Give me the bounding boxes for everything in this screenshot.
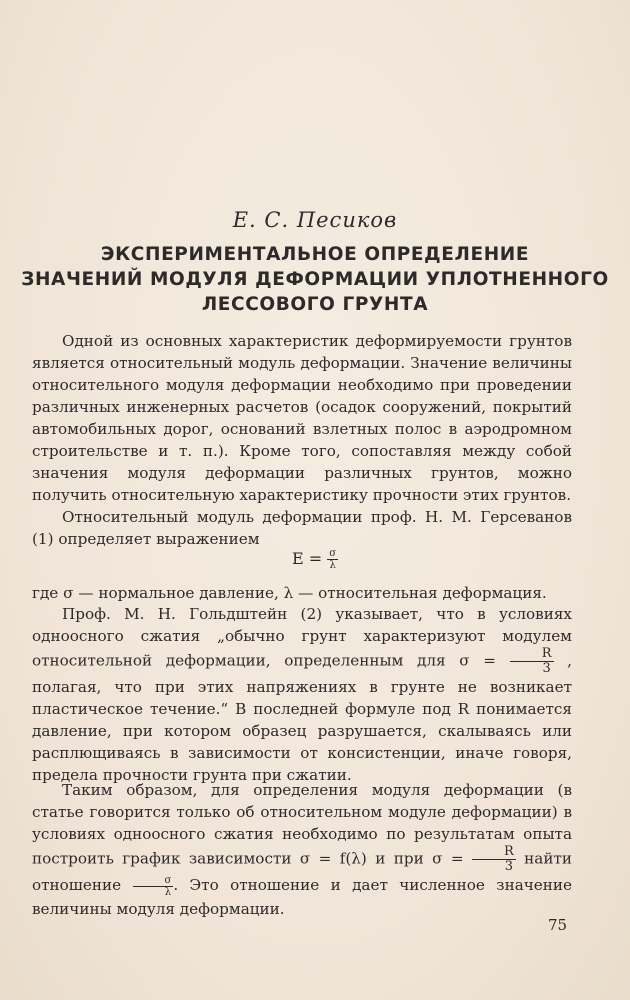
paragraph-4-after: , полагая, что при этих напряжениях в грунте не возникает пластическое течение.“ В последней формуле под R понимается давление, при котором образец разрушается, скалываясь или расплющиваясь в зависимости от консистенции, иначе говоря, предела прочности грунта при сжатии. (32, 651, 572, 784)
formula-numerator: σ (329, 548, 337, 559)
fraction-numerator: R (472, 845, 516, 860)
formula-fraction (327, 548, 338, 571)
fraction-denominator: 3 (504, 859, 514, 874)
title-line-1: ЭКСПЕРИМЕНТАЛЬНОЕ ОПРЕДЕЛЕНИЕ (100, 244, 530, 265)
formula-denominator: λ (329, 560, 336, 571)
paragraph-5-part-3: . Это отношение и дает численное значение величины модуля деформации. (32, 876, 573, 918)
paragraph-5-part-1: Таким образом, для определения модуля деформации (в статье говорится только об относительном модуле деформации) в условиях одноосного сжатия необходимо по результатам опыта построить график зависимости σ = f(λ) и при σ = (32, 781, 572, 868)
paragraph-2: Относительный модуль деформации проф. Н. М. Герсеванов (1) определяет выражением (32, 508, 572, 548)
fraction-numerator: σ (133, 875, 174, 887)
fraction-denominator: λ (164, 886, 172, 898)
fraction-denominator: 3 (542, 661, 551, 676)
title-line-3: ЛЕССОВОГО ГРУНТА (201, 294, 429, 315)
paragraph-5 (32, 779, 572, 920)
fraction-r-over-3-second (472, 845, 516, 874)
article-title (0, 242, 630, 317)
fraction-r-over-3 (510, 647, 554, 676)
paragraph-4 (32, 603, 572, 786)
paragraph-5-part-2: найти отношение (32, 849, 572, 894)
page-number: 75 (548, 916, 568, 934)
paragraph-1: Одной из основных характеристик деформируемости грунтов является относительный модуль деформации. Значение величины относительного модуля деформации необходимо при проведении различных инженерных расчетов (осадок сооружений, покрытий автомобильных дорог, оснований взлетных полос в аэродромном строительстве и т. п.). Кроме того, сопоставляя между собой значения модуля деформации различных грунтов, можно получить относительную характеристику прочности этих грунтов. (32, 332, 572, 504)
fraction-sigma-over-lambda (133, 875, 174, 898)
paragraph-4-before: Проф. М. Н. Гольдштейн (2) указывает, что в условиях одноосного сжатия „обычно грунт характеризуют модулем относительной деформации, определенным для σ = (32, 605, 572, 670)
paragraph-3: где σ — нормальное давление, λ — относительная деформация. (32, 584, 547, 602)
author-name: Е. С. Песиков (232, 208, 398, 232)
formula-lhs: E = (291, 549, 323, 568)
fraction-numerator: R (510, 647, 554, 662)
title-line-2: ЗНАЧЕНИЙ МОДУЛЯ ДЕФОРМАЦИИ УПЛОТНЕННОГО (21, 269, 609, 290)
formula-modulus (0, 548, 630, 571)
